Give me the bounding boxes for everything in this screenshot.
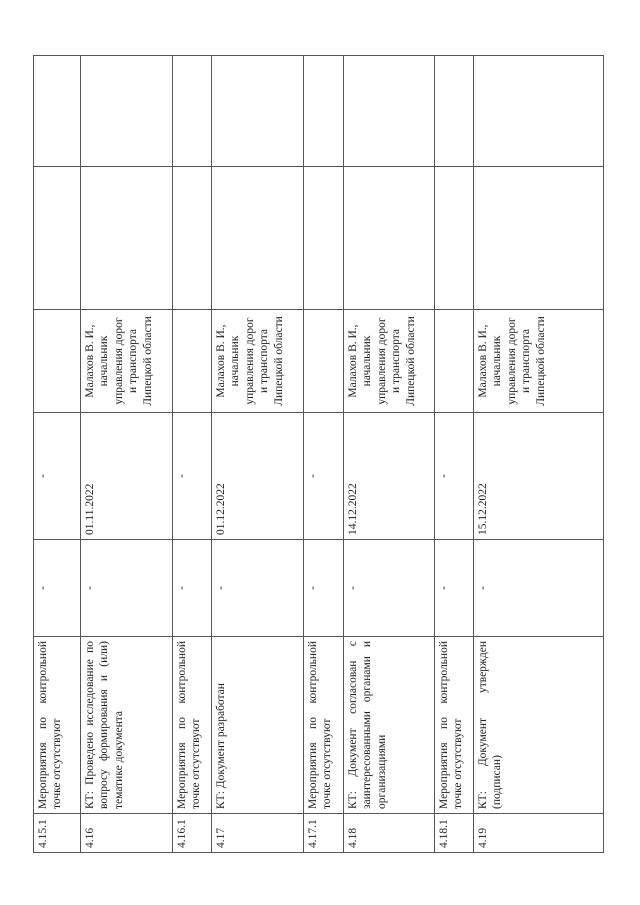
table-row	[344, 56, 435, 853]
row-date: -	[173, 413, 212, 540]
row-description: Мероприятия по контрольной точке отсутствуют	[173, 637, 212, 814]
control-points-table	[33, 55, 604, 853]
row-responsible	[304, 310, 344, 413]
row-value: -	[212, 540, 304, 637]
row-empty-cell	[173, 167, 212, 310]
row-value: -	[173, 540, 212, 637]
row-empty-cell	[173, 56, 212, 167]
row-description: КТ: Документ разработан	[212, 637, 304, 814]
table-row	[34, 56, 81, 853]
row-value: -	[435, 540, 474, 637]
row-empty-cell	[344, 167, 435, 310]
row-number: 4.15.1	[34, 814, 81, 853]
row-number: 4.17	[212, 814, 304, 853]
row-empty-cell	[344, 56, 435, 167]
row-responsible: Малахов В. И., начальник управления дорог и транспорта Липецкой области	[344, 310, 435, 413]
row-number: 4.18.1	[435, 814, 474, 853]
row-empty-cell	[212, 56, 304, 167]
row-description: КТ: Документ согласован с заинтересованными органами и организациями	[344, 637, 435, 814]
row-empty-cell	[474, 167, 604, 310]
row-responsible: Малахов В. И., начальник управления дорог и транспорта Липецкой области	[212, 310, 304, 413]
row-value: -	[34, 540, 81, 637]
row-number: 4.19	[474, 814, 604, 853]
row-date: -	[34, 413, 81, 540]
row-number: 4.16	[81, 814, 173, 853]
row-empty-cell	[435, 167, 474, 310]
row-date: 01.11.2022	[81, 413, 173, 540]
row-empty-cell	[81, 56, 173, 167]
row-description: Мероприятия по контрольной точке отсутствуют	[435, 637, 474, 814]
row-date: 15.12.2022	[474, 413, 604, 540]
row-empty-cell	[474, 56, 604, 167]
row-number: 4.18	[344, 814, 435, 853]
row-value: -	[81, 540, 173, 637]
row-date: 01.12.2022	[212, 413, 304, 540]
row-description: Мероприятия по контрольной точке отсутствуют	[34, 637, 81, 814]
row-value: -	[304, 540, 344, 637]
row-value: -	[344, 540, 435, 637]
table-row	[81, 56, 173, 853]
row-responsible	[435, 310, 474, 413]
row-description: КТ: Документ утвержден (подписан)	[474, 637, 604, 814]
row-responsible: Малахов В. И., начальник управления дорог и транспорта Липецкой области	[474, 310, 604, 413]
row-empty-cell	[304, 56, 344, 167]
row-date: -	[304, 413, 344, 540]
row-empty-cell	[435, 56, 474, 167]
row-description: КТ: Проведено исследование по вопросу формирования и (или) тематике документа	[81, 637, 173, 814]
row-number: 4.16.1	[173, 814, 212, 853]
table-row	[173, 56, 212, 853]
row-value: -	[474, 540, 604, 637]
row-empty-cell	[81, 167, 173, 310]
row-responsible	[34, 310, 81, 413]
row-date: 14.12.2022	[344, 413, 435, 540]
row-empty-cell	[212, 167, 304, 310]
row-description: Мероприятия по контрольной точке отсутствуют	[304, 637, 344, 814]
row-empty-cell	[304, 167, 344, 310]
row-empty-cell	[34, 167, 81, 310]
row-responsible: Малахов В. И., начальник управления дорог и транспорта Липецкой области	[81, 310, 173, 413]
row-empty-cell	[34, 56, 81, 167]
row-number: 4.17.1	[304, 814, 344, 853]
table-row	[212, 56, 304, 853]
table-row	[304, 56, 344, 853]
rotated-table-container	[33, 56, 603, 853]
table-row	[435, 56, 474, 853]
row-date: -	[435, 413, 474, 540]
row-responsible	[173, 310, 212, 413]
table-row	[474, 56, 604, 853]
